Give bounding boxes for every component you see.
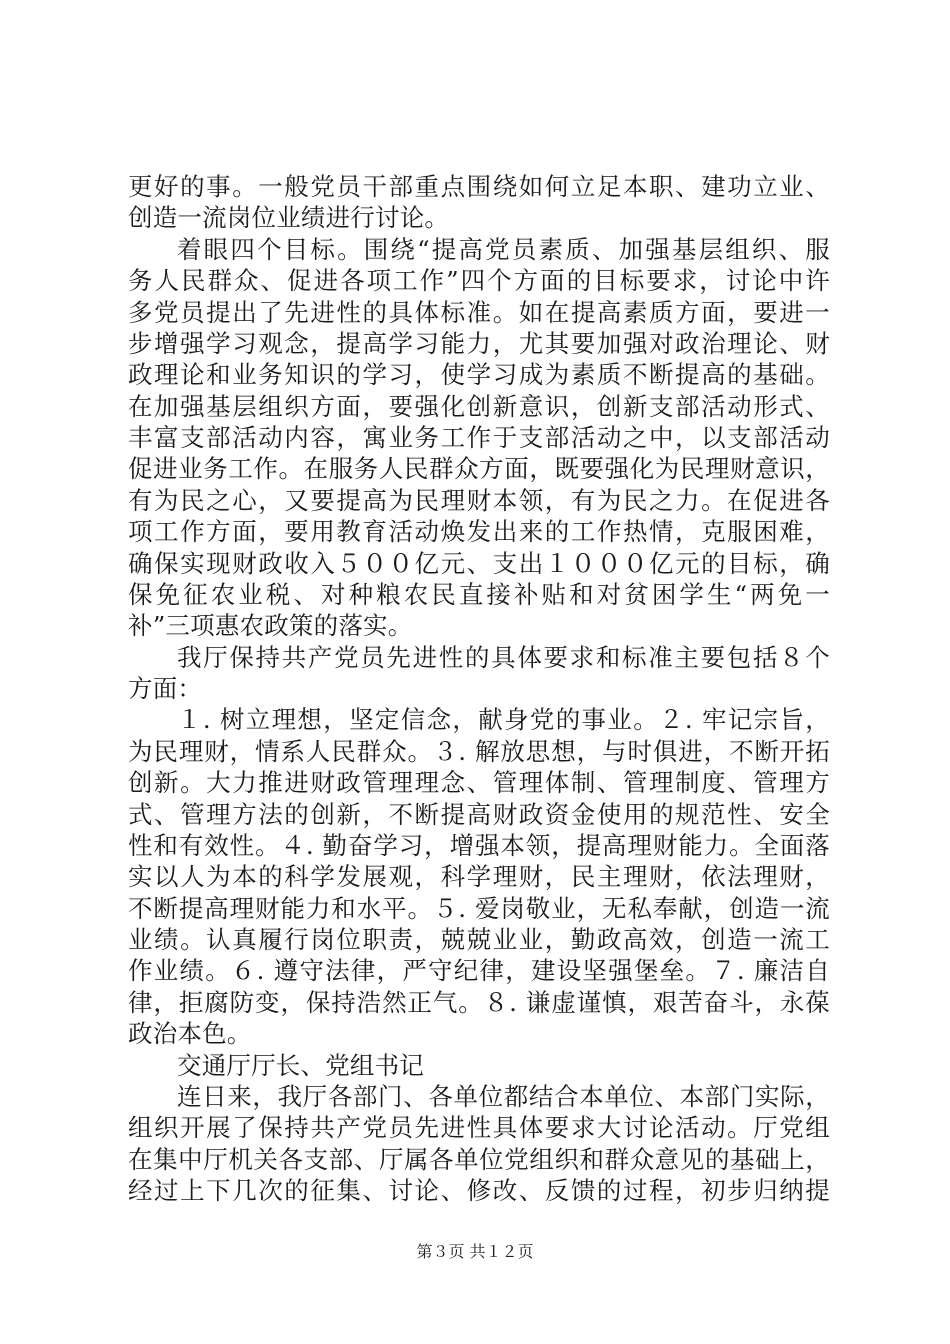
text-line: 创造一流岗位业绩进行讨论。	[128, 203, 450, 233]
text-line: 不断提高理财能力和水平。５. 爱岗敬业，无私奉献，创造一流	[128, 893, 830, 923]
text-line: 步增强学习观念，提高学习能力，尤其要加强对政治理论、财	[128, 328, 830, 358]
text-line: 在加强基层组织方面，要强化创新意识，创新支部活动形式、	[128, 391, 830, 421]
text-line: 政治本色。	[128, 1019, 252, 1049]
page-number-footer: 第３页 共１２页	[416, 1242, 534, 1261]
text-line: 组织开展了保持共产党员先进性具体要求大讨论活动。厅党组	[128, 1113, 830, 1143]
text-line: 性和有效性。４. 勤奋学习，增强本领，提高理财能力。全面落	[128, 830, 830, 860]
text-line: 经过上下几次的征集、讨论、修改、反馈的过程，初步归纳提	[128, 1176, 830, 1205]
text-line: 律，拒腐防变，保持浩然正气。８. 谦虚谨慎，艰苦奋斗，永葆	[128, 987, 830, 1017]
text-line: 促进业务工作。在服务人民群众方面，既要强化为民理财意识，	[128, 454, 830, 484]
text-line: 政理论和业务知识的学习，使学习成为素质不断提高的基础。	[128, 360, 830, 390]
text-line: 业绩。认真履行岗位职责，兢兢业业，勤政高效，创造一流工	[128, 925, 830, 954]
text-line: 更好的事。一般党员干部重点围绕如何立足本职、建功立业、	[128, 172, 830, 201]
text-line: 务人民群众、促进各项工作”四个方面的目标要求，讨论中许	[128, 266, 830, 296]
text-line: 保免征农业税、对种粮农民直接补贴和对贫困学生“两免一	[128, 579, 830, 609]
text-line: 实以人为本的科学发展观，科学理财，民主理财，依法理财，	[128, 862, 830, 892]
text-line: 补”三项惠农政策的落实。	[128, 611, 413, 641]
section-heading: 交通厅厅长、党组书记	[177, 1050, 424, 1080]
text-line: 有为民之心，又要提高为民理财本领，有为民之力。在促进各	[128, 485, 830, 515]
text-line: 丰富支部活动内容，寓业务工作于支部活动之中，以支部活动	[128, 423, 830, 452]
text-line: 作业绩。６. 遵守法律，严守纪律，建设坚强堡垒。７. 廉洁自	[128, 956, 830, 986]
text-line: 式、管理方法的创新，不断提高财政资金使用的规范性、安全	[128, 799, 830, 829]
text-line: 创新。大力推进财政管理理念、管理体制、管理制度、管理方	[128, 768, 830, 798]
paragraph-first-line: １. 树立理想，坚定信念，献身党的事业。２. 牢记宗旨，	[177, 705, 830, 735]
text-line: 项工作方面，要用教育活动焕发出来的工作热情，克服困难，	[128, 517, 830, 547]
text-line: 方面：	[128, 674, 203, 703]
paragraph-first-line: 着眼四个目标。围绕“提高党员素质、加强基层组织、服	[177, 234, 830, 264]
text-line: 为民理财，情系人民群众。３. 解放思想，与时俱进，不断开拓	[128, 736, 830, 766]
text-line: 确保实现财政收入５００亿元、支出１０００亿元的目标，确	[128, 548, 830, 578]
text-line: 在集中厅机关各支部、厅属各单位党组织和群众意见的基础上，	[128, 1144, 830, 1174]
paragraph-first-line: 连日来，我厅各部门、各单位都结合本单位、本部门实际，	[177, 1081, 830, 1111]
paragraph-first-line: 我厅保持共产党员先进性的具体要求和标准主要包括８个	[177, 642, 830, 672]
text-line: 多党员提出了先进性的具体标准。如在提高素质方面，要进一	[128, 297, 830, 327]
